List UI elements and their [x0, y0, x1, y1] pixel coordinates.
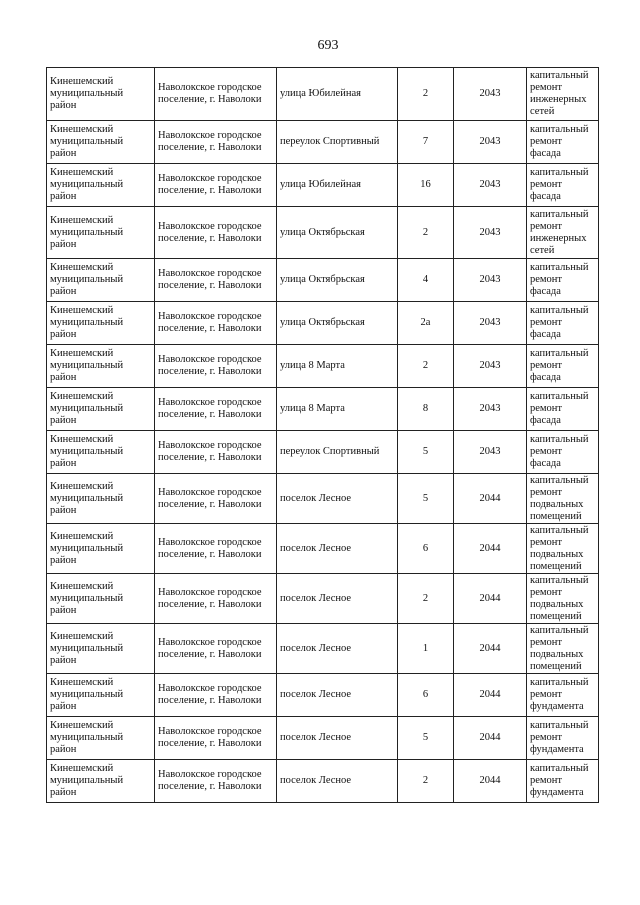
settlement-cell: Наволокское городское поселение, г. Наволоки: [155, 302, 277, 345]
settlement-cell: Наволокское городское поселение, г. Наволоки: [155, 68, 277, 121]
settlement-cell: Наволокское городское поселение, г. Наволоки: [155, 674, 277, 717]
street-cell: улица Юбилейная: [277, 164, 398, 207]
district-cell: Кинешемский муниципальный район: [47, 207, 155, 259]
work-type-cell: капитальный ремонт подвальных помещений: [527, 574, 599, 624]
street-cell: поселок Лесное: [277, 717, 398, 760]
house-number-cell: 5: [398, 474, 454, 524]
street-cell: улица Октябрьская: [277, 207, 398, 259]
table-row: [47, 624, 599, 674]
year-cell: 2044: [454, 474, 527, 524]
work-type-cell: капитальный ремонт фасада: [527, 302, 599, 345]
house-number-cell: 8: [398, 388, 454, 431]
house-number-cell: 6: [398, 674, 454, 717]
district-cell: Кинешемский муниципальный район: [47, 259, 155, 302]
year-cell: 2044: [454, 624, 527, 674]
settlement-cell: Наволокское городское поселение, г. Наволоки: [155, 717, 277, 760]
district-cell: Кинешемский муниципальный район: [47, 760, 155, 803]
repair-schedule-table: [46, 67, 599, 803]
work-type-cell: капитальный ремонт инженерных сетей: [527, 207, 599, 259]
work-type-cell: капитальный ремонт фундамента: [527, 760, 599, 803]
settlement-cell: Наволокское городское поселение, г. Наволоки: [155, 524, 277, 574]
work-type-cell: капитальный ремонт фундамента: [527, 674, 599, 717]
street-cell: улица Октябрьская: [277, 302, 398, 345]
year-cell: 2043: [454, 207, 527, 259]
year-cell: 2044: [454, 674, 527, 717]
street-cell: поселок Лесное: [277, 674, 398, 717]
table-row: [47, 431, 599, 474]
table-row: [47, 259, 599, 302]
table-row: [47, 524, 599, 574]
street-cell: поселок Лесное: [277, 760, 398, 803]
year-cell: 2043: [454, 302, 527, 345]
district-cell: Кинешемский муниципальный район: [47, 474, 155, 524]
table-row: [47, 760, 599, 803]
street-cell: переулок Спортивный: [277, 121, 398, 164]
house-number-cell: 2а: [398, 302, 454, 345]
district-cell: Кинешемский муниципальный район: [47, 674, 155, 717]
work-type-cell: капитальный ремонт подвальных помещений: [527, 524, 599, 574]
house-number-cell: 7: [398, 121, 454, 164]
year-cell: 2043: [454, 121, 527, 164]
table-row: [47, 207, 599, 259]
house-number-cell: 2: [398, 345, 454, 388]
settlement-cell: Наволокское городское поселение, г. Наволоки: [155, 259, 277, 302]
work-type-cell: капитальный ремонт подвальных помещений: [527, 624, 599, 674]
settlement-cell: Наволокское городское поселение, г. Наволоки: [155, 474, 277, 524]
street-cell: улица Юбилейная: [277, 68, 398, 121]
table-row: [47, 164, 599, 207]
year-cell: 2044: [454, 574, 527, 624]
street-cell: поселок Лесное: [277, 474, 398, 524]
settlement-cell: Наволокское городское поселение, г. Наволоки: [155, 624, 277, 674]
street-cell: поселок Лесное: [277, 574, 398, 624]
settlement-cell: Наволокское городское поселение, г. Наволоки: [155, 207, 277, 259]
house-number-cell: 2: [398, 574, 454, 624]
work-type-cell: капитальный ремонт подвальных помещений: [527, 474, 599, 524]
district-cell: Кинешемский муниципальный район: [47, 624, 155, 674]
table-row: [47, 121, 599, 164]
district-cell: Кинешемский муниципальный район: [47, 717, 155, 760]
street-cell: улица 8 Марта: [277, 345, 398, 388]
year-cell: 2043: [454, 68, 527, 121]
work-type-cell: капитальный ремонт фундамента: [527, 717, 599, 760]
district-cell: Кинешемский муниципальный район: [47, 388, 155, 431]
year-cell: 2043: [454, 345, 527, 388]
year-cell: 2043: [454, 259, 527, 302]
district-cell: Кинешемский муниципальный район: [47, 68, 155, 121]
settlement-cell: Наволокское городское поселение, г. Наволоки: [155, 345, 277, 388]
table-row: [47, 474, 599, 524]
year-cell: 2044: [454, 524, 527, 574]
district-cell: Кинешемский муниципальный район: [47, 574, 155, 624]
house-number-cell: 6: [398, 524, 454, 574]
table-row: [47, 68, 599, 121]
work-type-cell: капитальный ремонт фасада: [527, 121, 599, 164]
house-number-cell: 5: [398, 431, 454, 474]
street-cell: поселок Лесное: [277, 524, 398, 574]
year-cell: 2044: [454, 717, 527, 760]
table-body: [47, 68, 599, 803]
street-cell: улица Октябрьская: [277, 259, 398, 302]
house-number-cell: 5: [398, 717, 454, 760]
house-number-cell: 2: [398, 68, 454, 121]
district-cell: Кинешемский муниципальный район: [47, 164, 155, 207]
year-cell: 2044: [454, 760, 527, 803]
work-type-cell: капитальный ремонт фасада: [527, 259, 599, 302]
settlement-cell: Наволокское городское поселение, г. Наволоки: [155, 431, 277, 474]
work-type-cell: капитальный ремонт фасада: [527, 431, 599, 474]
district-cell: Кинешемский муниципальный район: [47, 302, 155, 345]
district-cell: Кинешемский муниципальный район: [47, 121, 155, 164]
settlement-cell: Наволокское городское поселение, г. Наволоки: [155, 574, 277, 624]
table-row: [47, 302, 599, 345]
settlement-cell: Наволокское городское поселение, г. Наволоки: [155, 121, 277, 164]
house-number-cell: 1: [398, 624, 454, 674]
settlement-cell: Наволокское городское поселение, г. Наволоки: [155, 164, 277, 207]
house-number-cell: 4: [398, 259, 454, 302]
table-row: [47, 674, 599, 717]
page-number: 693: [317, 38, 339, 53]
table-row: [47, 388, 599, 431]
settlement-cell: Наволокское городское поселение, г. Наволоки: [155, 388, 277, 431]
table-row: [47, 717, 599, 760]
table-row: [47, 345, 599, 388]
house-number-cell: 2: [398, 207, 454, 259]
year-cell: 2043: [454, 164, 527, 207]
district-cell: Кинешемский муниципальный район: [47, 431, 155, 474]
year-cell: 2043: [454, 431, 527, 474]
year-cell: 2043: [454, 388, 527, 431]
work-type-cell: капитальный ремонт фасада: [527, 388, 599, 431]
house-number-cell: 2: [398, 760, 454, 803]
district-cell: Кинешемский муниципальный район: [47, 345, 155, 388]
street-cell: переулок Спортивный: [277, 431, 398, 474]
work-type-cell: капитальный ремонт фасада: [527, 345, 599, 388]
work-type-cell: капитальный ремонт фасада: [527, 164, 599, 207]
street-cell: улица 8 Марта: [277, 388, 398, 431]
district-cell: Кинешемский муниципальный район: [47, 524, 155, 574]
settlement-cell: Наволокское городское поселение, г. Наволоки: [155, 760, 277, 803]
house-number-cell: 16: [398, 164, 454, 207]
work-type-cell: капитальный ремонт инженерных сетей: [527, 68, 599, 121]
table-row: [47, 574, 599, 624]
street-cell: поселок Лесное: [277, 624, 398, 674]
